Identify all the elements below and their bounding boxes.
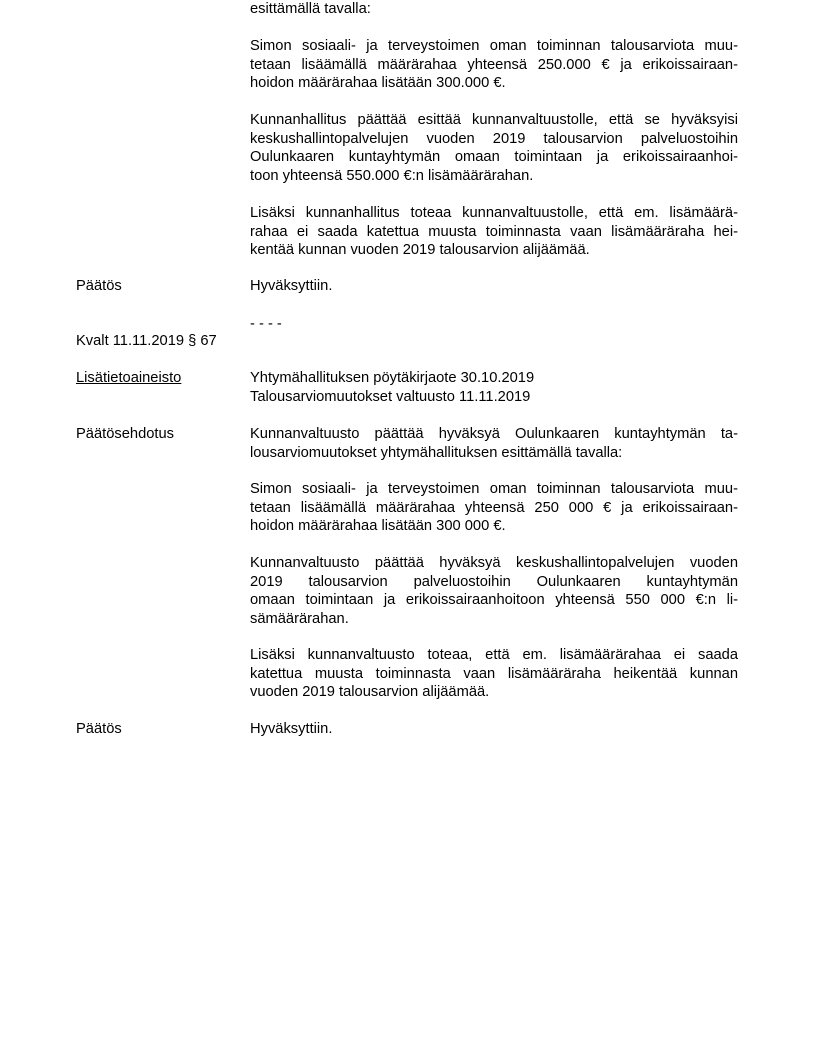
meeting-reference: Kvalt 11.11.2019 § 67 (76, 333, 217, 349)
text-line: Oulunkaaren kuntayhtymän omaan toimintaan ja erikoissairaanhoi- (250, 149, 738, 166)
section2-paragraph-1 (250, 480, 738, 536)
decision-label: Päätös (76, 278, 122, 294)
proposal-intro (250, 425, 738, 462)
final-decision-value (250, 720, 738, 739)
intro-tail-text: esittämällä tavalla: (250, 1, 371, 17)
section1-paragraph-2 (250, 111, 738, 185)
info-attachments (250, 369, 738, 406)
text-line: tetaan lisäämällä määrärahaa yhteensä 250.000 € ja erikoissairaan- (250, 56, 738, 73)
final-decision-label: Päätös (76, 721, 122, 737)
separator-text: - - - - (250, 316, 282, 332)
attachment-item: Talousarviomuutokset valtuusto 11.11.2019 (250, 388, 531, 405)
text-line: rahaa ei saada katettua muusta toiminnasta vaan lisämääräraha hei- (250, 223, 738, 240)
text-line: toon yhteensä 550.000 €:n lisämäärärahan. (250, 167, 534, 184)
proposal-label: Päätösehdotus (76, 426, 174, 442)
text-line: hoidon määrärahaa lisätään 300.000 €. (250, 75, 506, 92)
text-line: Simon sosiaali- ja terveystoimen oman toiminnan talousarviota muu- (250, 38, 738, 54)
text-line: Lisäksi kunnanvaltuusto toteaa, että em. lisämäärärahaa ei saada (250, 647, 738, 663)
intro-tail (250, 0, 738, 19)
separator (250, 315, 738, 334)
text-line: Kunnanvaltuusto päättää hyväksyä Oulunkaaren kuntayhtymän ta- (250, 426, 738, 442)
final-decision-value-text: Hyväksyttiin. (250, 721, 333, 737)
decision-value (250, 277, 738, 296)
section2-paragraph-2 (250, 554, 738, 628)
text-line: Kunnanhallitus päättää esittää kunnanvaltuustolle, että se hyväksyisi (250, 112, 738, 128)
text-line: omaan toimintaan ja erikoissairaanhoitoon yhteensä 550 000 €:n li- (250, 592, 738, 609)
section1-paragraph-3 (250, 204, 738, 260)
attachment-item: Yhtymähallituksen pöytäkirjaote 30.10.2019 (250, 370, 535, 386)
decision-value-text: Hyväksyttiin. (250, 278, 333, 294)
text-line: Lisäksi kunnanhallitus toteaa kunnanvaltuustolle, että em. lisämäärä- (250, 205, 738, 221)
text-line: keskushallintopalvelujen vuoden 2019 talousarvion palveluostoihin (250, 130, 738, 147)
text-line: Kunnanvaltuusto päättää hyväksyä keskushallintopalvelujen vuoden (250, 555, 738, 571)
text-line: hoidon määrärahaa lisätään 300 000 €. (250, 518, 506, 535)
info-label: Lisätietoaineisto (76, 370, 182, 386)
text-line: sämäärärahan. (250, 610, 349, 627)
text-line: vuoden 2019 talousarvion alijäämää. (250, 684, 490, 701)
text-line: kentää kunnan vuoden 2019 talousarvion alijäämää. (250, 242, 590, 259)
section1-paragraph-1 (250, 37, 738, 93)
text-line: katettua muusta toiminnasta vaan lisämääräraha heikentää kunnan (250, 665, 738, 682)
text-line: Simon sosiaali- ja terveystoimen oman toiminnan talousarviota muu- (250, 481, 738, 497)
text-line: lousarviomuutokset yhtymähallituksen esittämällä tavalla: (250, 444, 623, 461)
text-line: 2019 talousarvion palveluostoihin Oulunkaaren kuntayhtymän (250, 573, 738, 590)
section2-paragraph-3 (250, 646, 738, 702)
text-line: tetaan lisäämällä määrärahaa yhteensä 250 000 € ja erikoissairaan- (250, 499, 738, 516)
